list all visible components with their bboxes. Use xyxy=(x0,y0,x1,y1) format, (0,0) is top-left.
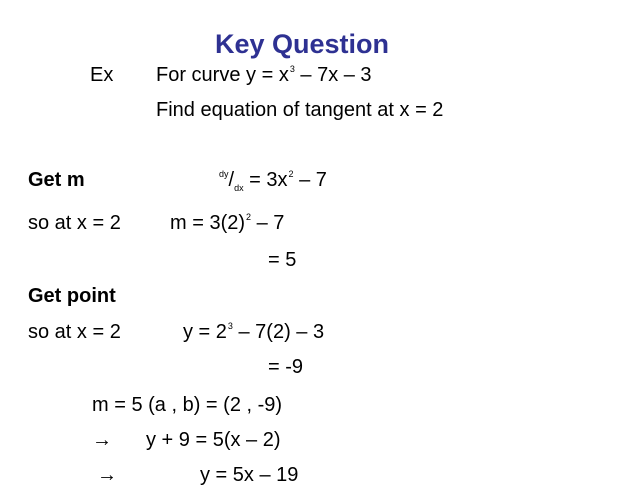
deriv-denominator: dx xyxy=(234,183,244,193)
point-sub-suffix: – 7(2) – 3 xyxy=(232,321,325,343)
get-m-heading: Get m xyxy=(28,169,85,191)
page-title: Key Question xyxy=(215,29,390,59)
point-sub-condition: so at x = 2 xyxy=(28,321,121,343)
deriv-rhs-prefix: = 3x xyxy=(243,169,288,191)
point-sub-expression xyxy=(183,322,324,342)
deriv-rhs-suffix: – 7 xyxy=(293,169,327,191)
point-sub-exponent: 3 xyxy=(227,321,233,331)
summary-line-2: y + 9 = 5(x – 2) xyxy=(146,429,281,451)
get-point-heading: Get point xyxy=(28,285,116,307)
arrow-2: → xyxy=(97,464,117,486)
m-sub-suffix: – 7 xyxy=(251,212,285,234)
m-sub-prefix: m = 3(2) xyxy=(170,212,246,234)
point-sub-prefix: y = 2 xyxy=(183,321,227,343)
m-result: = 5 xyxy=(268,249,297,271)
m-sub-exponent: 2 xyxy=(246,212,252,222)
deriv-slash: / xyxy=(228,169,235,191)
m-sub-expression xyxy=(170,213,284,233)
deriv-rhs-exponent: 2 xyxy=(288,169,294,179)
curve-exponent: 3 xyxy=(289,64,295,74)
deriv-numerator: dy xyxy=(219,169,229,179)
derivative-expression xyxy=(219,169,327,193)
m-sub-condition: so at x = 2 xyxy=(28,212,121,234)
curve-prefix: For curve y = x xyxy=(156,64,289,86)
summary-line-1: m = 5 (a , b) = (2 , -9) xyxy=(92,394,283,416)
arrow-1: → xyxy=(92,429,112,451)
task-text: Find equation of tangent at x = 2 xyxy=(156,99,444,121)
point-result: = -9 xyxy=(268,356,304,378)
curve-equation xyxy=(156,65,372,85)
summary-line-3: y = 5x – 19 xyxy=(200,464,299,486)
example-label: Ex xyxy=(90,64,114,86)
curve-suffix: – 7x – 3 xyxy=(294,64,372,86)
